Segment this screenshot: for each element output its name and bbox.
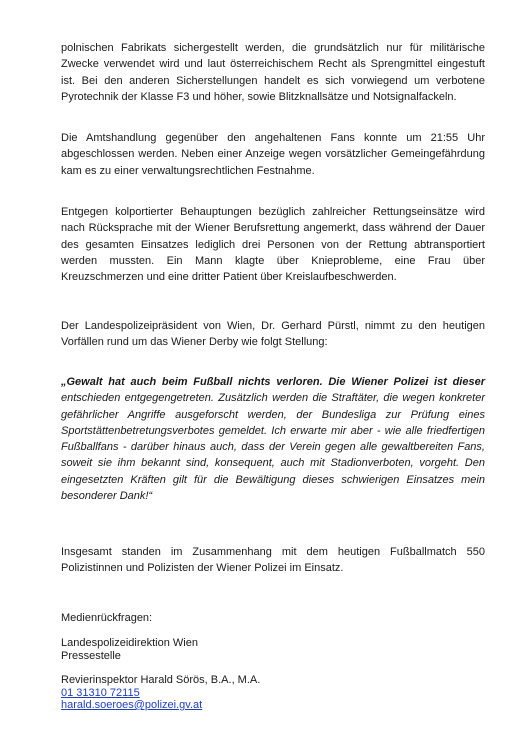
contact-person-block — [61, 674, 485, 712]
paragraph-seizure: polnischen Fabrikats sichergestellt werden, die grundsätzlich nur für militärische Zwecke verwendet wird und laut österreichischem Recht als Sprengmittel eingestuft ist. Bei den anderen Sicherstellungen handelt es sich vorwiegend um verbotene Pyrotechnik der Klasse F3 und höher, sowie Blitzknallsätze und Notsignalfackeln. — [61, 42, 485, 103]
contact-org-name: Landespolizeidirektion Wien — [61, 637, 198, 649]
contact-heading: Medienrückfragen: — [61, 612, 153, 624]
quote-bold-text: „Gewalt hat auch beim Fußball nichts verloren. Die Wiener Polizei ist dieser — [61, 376, 485, 388]
contact-organisation — [61, 637, 485, 662]
contact-block — [61, 612, 485, 625]
paragraph-arrest: Die Amtshandlung gegenüber den angehaltenen Fans konnte um 21:55 Uhr abgeschlossen werden. Neben einer Anzeige wegen vorsätzlicher Gemeingefährdung kam es zu einer verwaltungsrechtlichen Festnahme. — [61, 132, 485, 177]
paragraph-rescue: Entgegen kolportierter Behauptungen bezüglich zahlreicher Rettungseinsätze wird nach Rücksprache mit der Wiener Berufsrettung angemerkt, dass während der Dauer des gesamten Einsatzes lediglich drei Personen von der Rettung abtransportiert werden mussten. Ein Mann klagte über Knieprobleme, eine Frau über Kreuzschmerzen und eine dritter Patient über Kreislaufbeschwerden. — [61, 206, 485, 284]
paragraph-statement-intro: Der Landespolizeipräsident von Wien, Dr. Gerhard Pürstl, nimmt zu den heutigen Vorfällen rund um das Wiener Derby wie folgt Stellung: — [61, 320, 485, 349]
contact-person: Revierinspektor Harald Sörös, B.A., M.A. — [61, 674, 261, 686]
contact-org-unit: Pressestelle — [61, 649, 121, 662]
contact-phone-link[interactable]: 01 31310 72115 — [61, 686, 140, 699]
paragraph-closing: Insgesamt standen im Zusammenhang mit dem heutigen Fußballmatch 550 Polizistinnen und Polizisten der Wiener Polizei im Einsatz. — [61, 546, 485, 575]
quote-block — [61, 374, 485, 504]
quote-text: entschieden entgegengetreten. Zusätzlich werden die Straftäter, die wegen konkreter gefährlicher Angriffe ausgeforscht werden, der Bundesliga zur Prüfung eines Sportstättenbetretungsverbotes gemeldet. Ich erwarte mir aber - wie alle friedfertigen Fußballfans - darüber hinaus auch, dass der Verein gegen alle gewaltbereiten Fans, soweit sie ihm bekannt sind, konsequent, auch mit Stadionverboten, vorgeht. Den eingesetzten Kräften gilt für die Bewältigung dieses schwierigen Einsatzes mein besonderer Dank!“ — [61, 392, 485, 503]
contact-email-link[interactable]: harald.soeroes@polizei.gv.at — [61, 699, 203, 711]
